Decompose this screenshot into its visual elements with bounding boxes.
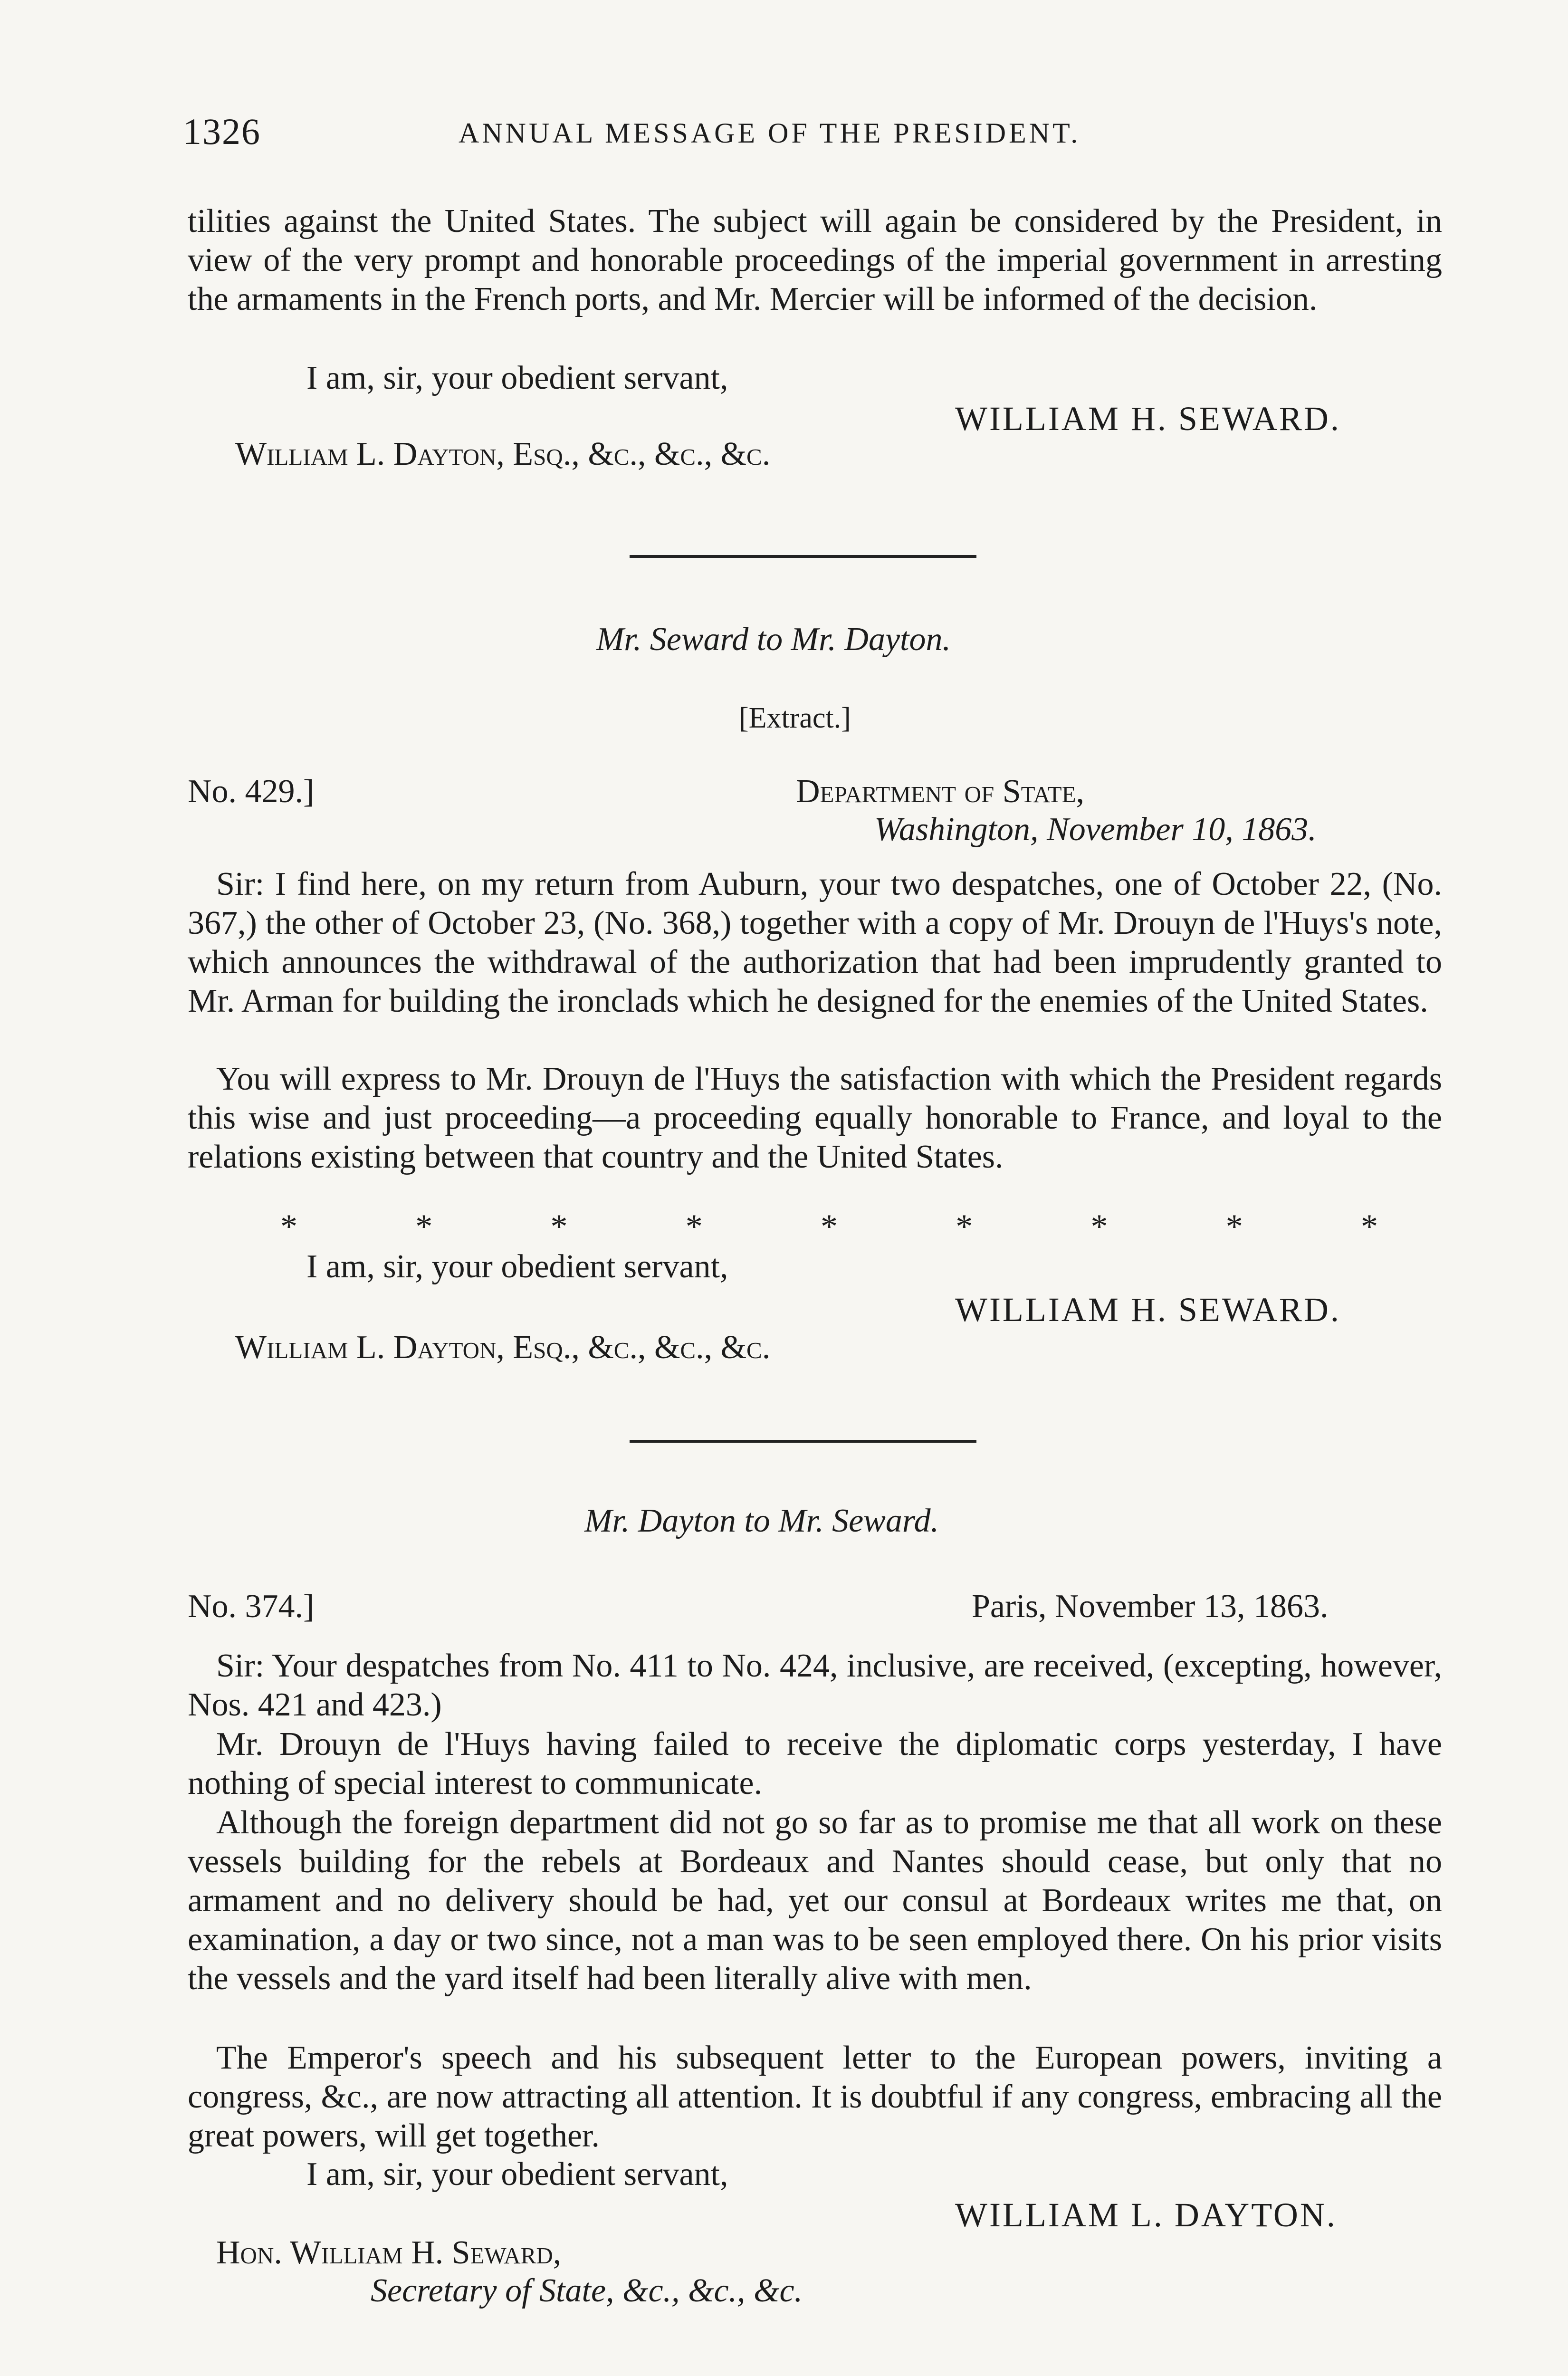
section-divider: [630, 555, 976, 558]
omission-asterisks: [280, 1207, 1378, 1246]
running-head: ANNUAL MESSAGE OF THE PRESIDENT.: [459, 117, 1081, 149]
letter2-place-date: Paris, November 13, 1863.: [972, 1588, 1329, 1625]
letter1-heading: Mr. Seward to Mr. Dayton.: [596, 621, 951, 658]
letter1-department: Department of State,: [796, 773, 1085, 810]
page-header: [183, 110, 1437, 163]
letter2-paragraph-1: Sir: Your despatches from No. 411 to No. 424, inclusive, are received, (excepting, however, Nos. 421 and 423.): [188, 1648, 1442, 1723]
letter2-paragraph-2: Mr. Drouyn de l'Huys having failed to receive the diplomatic corps yesterday, I have nothing of special interest to communicate.: [188, 1726, 1442, 1801]
letter2-paragraph-3: Although the foreign department did not go so far as to promise me that all work on these vessels building for the rebels at Bordeaux and Nantes should cease, but only that no armament and no delivery should be had, yet our consul at Bordeaux writes me that, on examination, a day or two since, not a man was to be seen employed there. On his prior visits the vessels and the yard itself had been literally alive with men.: [188, 1804, 1442, 1997]
section-divider: [630, 1440, 976, 1443]
letter1-closing: I am, sir, your obedient servant,: [306, 1248, 728, 1285]
letter1-paragraph-2: You will express to Mr. Drouyn de l'Huys the satisfaction with which the President regards this wise and just proceeding—a proceeding equally honorable to France, and loyal to the relations existing between that country and the United States.: [188, 1061, 1442, 1175]
continuation-addressee: William L. Dayton, Esq., &c., &c., &c.: [235, 436, 771, 472]
asterisk: *: [415, 1207, 433, 1245]
letter1-paragraph-1: Sir: I find here, on my return from Auburn, your two despatches, one of October 22, (No. 367,) the other of October 23, (No. 368,) together with a copy of Mr. Drouyn de l'Huys's note, which announces the withdrawal of the authorization that had been imprudently granted to Mr. Arman for building the ironclads which he designed for the enemies of the United States.: [188, 866, 1442, 1019]
continuation-closing: I am, sir, your obedient servant,: [306, 360, 728, 396]
letter1-addressee: William L. Dayton, Esq., &c., &c., &c.: [235, 1329, 771, 1366]
asterisk: *: [685, 1207, 703, 1245]
letter1-signature: WILLIAM H. SEWARD.: [955, 1291, 1341, 1329]
asterisk: *: [956, 1207, 973, 1245]
letter1-number: No. 429.]: [188, 773, 315, 810]
letter2-heading: Mr. Dayton to Mr. Seward.: [584, 1503, 939, 1539]
asterisk: *: [550, 1207, 568, 1245]
letter2-signature: WILLIAM L. DAYTON.: [955, 2196, 1337, 2234]
continuation-paragraph: tilities against the United States. The subject will again be considered by the President, in view of the very prompt and honorable proceedings of the imperial government in arresting the armaments in the French ports, and Mr. Mercier will be informed of the decision.: [188, 203, 1442, 317]
letter2-closing: I am, sir, your obedient servant,: [306, 2156, 728, 2193]
letter2-number: No. 374.]: [188, 1588, 315, 1625]
letter2-addressee: Hon. William H. Seward,: [216, 2234, 562, 2271]
letter2-addressee-title: Secretary of State, &c., &c., &c.: [371, 2272, 803, 2309]
continuation-signature: WILLIAM H. SEWARD.: [955, 400, 1341, 438]
asterisk: *: [1361, 1207, 1378, 1245]
letter1-subheading: [Extract.]: [739, 702, 851, 734]
page-number: 1326: [183, 111, 261, 152]
asterisk: *: [1090, 1207, 1108, 1245]
letter2-paragraph-4: The Emperor's speech and his subsequent letter to the European powers, inviting a congress, &c., are now attracting all attention. It is doubtful if any congress, embracing all the great powers, will get together.: [188, 2040, 1442, 2154]
asterisk: *: [280, 1207, 297, 1245]
asterisk: *: [1225, 1207, 1243, 1245]
letter1-place-date: Washington, November 10, 1863.: [874, 811, 1317, 848]
asterisk: *: [821, 1207, 838, 1245]
